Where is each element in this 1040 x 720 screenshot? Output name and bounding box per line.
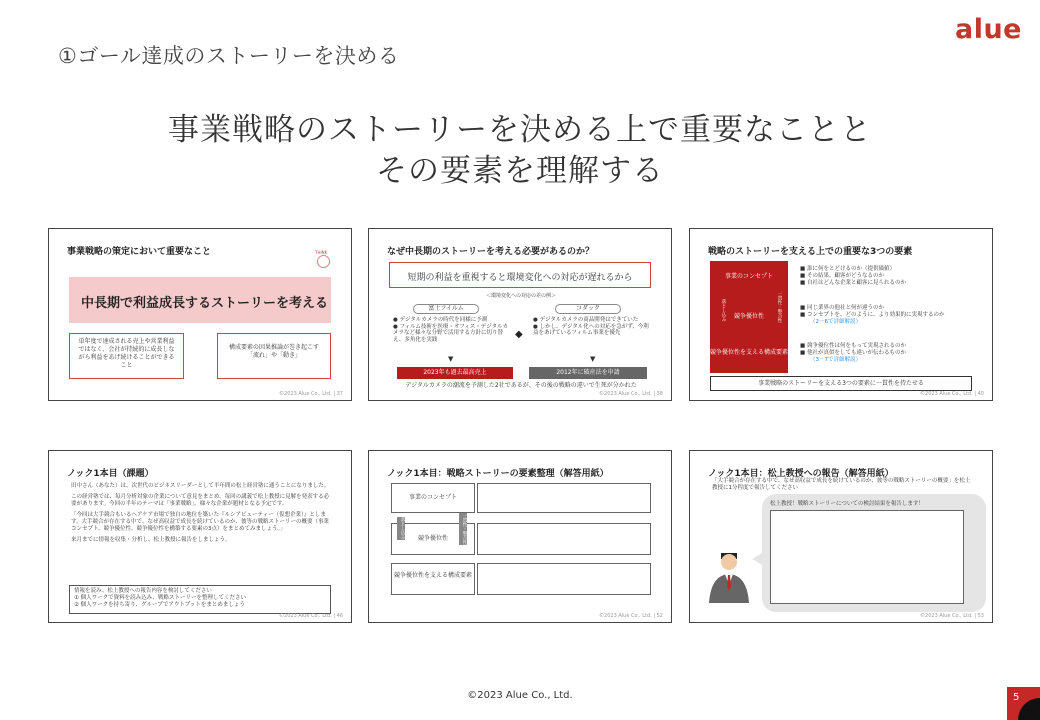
detail-link[interactable]: （3－7で詳細解説） <box>810 357 861 363</box>
instruction-line: ① 個人ワークで資料を読み込み、戦略ストーリーを整理してください <box>74 595 247 601</box>
slide-page: 38 <box>656 391 663 397</box>
key-reason: 短期の利益を重視すると環境変化への対応が遅れるから <box>389 262 651 288</box>
paragraph: 来月までに情報を収集・分析し、松上教授に報告をしましょう。 <box>71 537 231 543</box>
assignment-body <box>71 483 333 544</box>
slide-title: ノック1本目：松上教授への報告（解答用紙） <box>708 469 894 479</box>
down-arrow-icon: ▼ <box>448 355 454 363</box>
conclusion: デジタルカメラの潮流を予測した2社であるが、その後の戦略の違いで生死が分かれた <box>405 382 637 389</box>
headline-line-1: 事業戦略のストーリーを決める上で重要なことと <box>168 112 872 148</box>
element-advantage: 競争優位性 <box>391 523 475 555</box>
element-components: 競争優位性を支える構成要素 <box>710 349 789 356</box>
slide-thumbnail-52[interactable]: ノック1本目：戦略ストーリーの要素整理（解答用紙） 事業のコンセプト 競争優位性 競争優位性を支える構成要素 落とし込み 一貫性・整合性 ©2023 Alue Co., Ltd. | 52 <box>368 450 672 623</box>
slide-page: 40 <box>977 391 984 397</box>
slide-thumbnail-38[interactable]: なぜ中長期のストーリーを考える必要があるのか？ 短期の利益を重視すると環境変化への対応が遅れるから ＜環境変化への対応の差の例＞ 富士フイルム コダック ● デジタルカメラの時代を同様に予測 ● フィルム技術を医療・オフィス・デジタルカメラなど様々な分野で活用する方針に切り替え、多角化を実践 ● デジタルカメラの商品開発はできていた ● しかし、デジタル化への対応を急がず、今利益をあげているフィルム事業を優先 ◆ ▼ ▼ 2023年も過去最高売上 2012年に破産法を申請 デジタルカメラの潮流を予測した2社であるが、その後の戦略の違いで生死が分かれた ©2023 Alue Co., Ltd. | 38 <box>368 228 672 401</box>
slide-page: 53 <box>977 613 984 619</box>
report-prompt: 「大手競合が存在する中で、なぜ高収益で成長を続けているのか、彼等の戦略ストーリーの概要」を松上教授に1分程度で報告してください <box>712 478 971 491</box>
bubble-text: 松上教授！戦略ストーリーについての検討結果を報告します！ <box>770 501 924 507</box>
left-note: 単年度で達成される売上や営業利益ではなく、会社が持続的に成長しながら利益をあげ続けることができること <box>69 333 184 379</box>
list-item: ■ 自社はどんな企業と顧客に見られるのか <box>800 280 906 286</box>
element-advantage: 競争優位性 <box>733 313 764 320</box>
page-number: 5 <box>1013 692 1020 703</box>
right-note: 構成要素の因果推論が巻き起こす「流れ」や「動き」 <box>217 333 331 379</box>
list-item: ● しかし、デジタル化への対応を急がず、今利益をあげているフィルム事業を優先 <box>533 323 649 336</box>
brand-logo: alue <box>954 14 1022 45</box>
slide-copyright: ©2023 Alue Co., Ltd. <box>920 613 973 619</box>
list-item: ■ 誰に何をとどけるのか（提供価値） <box>800 266 895 272</box>
paragraph: 田中さん（あなた）は、次世代のビジネスリーダーとして半年間の松上経営塾に通うことになりました。 <box>71 483 330 489</box>
consistency-note: 事業戦略のストーリーを支える3つの要素に一貫性を持たせる <box>710 376 972 391</box>
slide-thumbnail-37[interactable]: 事業戦略の策定において重要なこと THINK 中長期で利益成長するストーリーを考える 単年度で達成される売上や営業利益ではなく、会社が持続的に成長しながら利益をあげ続けることができること 構成要素の因果推論が巻き起こす「流れ」や「動き」 ©2023 Alue Co., Ltd. | 37 <box>48 228 352 401</box>
kodak-result: 2012年に破産法を申請 <box>529 367 647 379</box>
slide-page: 46 <box>336 613 343 619</box>
section-title: ①ゴール達成のストーリーを決める <box>58 44 400 68</box>
down-arrow-icon: ▼ <box>590 355 596 363</box>
list-item: ■ 競争優位性は何をもって実現されるのか <box>800 343 906 349</box>
compare-arrow-icon: ◆ <box>515 329 523 340</box>
footer-copyright: ©2023 Alue Co., Ltd. <box>467 690 573 701</box>
slide-title: 戦略のストーリーを支える上での重要な3つの要素 <box>708 247 913 257</box>
fujifilm-result: 2023年も過去最高売上 <box>397 367 513 379</box>
instruction-box <box>69 585 331 614</box>
element-concept: 事業のコンセプト <box>391 483 475 513</box>
concept-points <box>800 266 985 287</box>
advantage-points <box>800 305 985 326</box>
slide-thumbnail-40[interactable]: 戦略のストーリーを支える上での重要な3つの要素 事業のコンセプト 競争優位性 競争優位性を支える構成要素 落とし込み 一貫性・整合性 ■ 誰に何をとどけるのか（提供価値） ■ その結果、顧客がどうなるのか ■ 自社はどんな企業と顧客に見られるのか ■ 同じ業界の他社と何が違うのか ■ コンセプトを、どのように、より効果的に実現するのか （2－6で詳細解説） ■ 競争優位性は何をもって実現されるのか ■ 他社が真似をしても違いが伝わるものか （3－7で詳細解説） 事業戦略のストーリーを支える3つの要素に一貫性を持たせる ©2023 Alue Co., Ltd. | 40 <box>689 228 993 401</box>
answer-field-concept[interactable] <box>477 483 651 513</box>
list-item: ■ その結果、顧客がどうなるのか <box>800 273 884 279</box>
slide-title: ノック1本目：戦略ストーリーの要素整理（解答用紙） <box>387 469 609 479</box>
element-concept: 事業のコンセプト <box>724 273 773 280</box>
corner-decoration <box>1018 698 1040 720</box>
instruction-line: ② 個人ワークを持ち寄り、グループでアウトプットをまとめましょう <box>74 602 245 608</box>
page-number-badge <box>1007 687 1040 720</box>
detail-link[interactable]: （2－6で詳細解説） <box>810 319 861 325</box>
arrow-up-label: 一貫性・整合性 <box>459 513 467 545</box>
report-answer-field[interactable] <box>770 510 964 604</box>
bubble-pointer <box>752 553 762 565</box>
slide-title: ノック1本目（課題） <box>67 469 154 479</box>
list-item: ● フィルム技術を医療・オフィス・デジタルカメラなど様々な分野で活用する方針に切り替え、多角化を実践 <box>393 323 508 343</box>
slide-copyright: ©2023 Alue Co., Ltd. <box>920 391 973 397</box>
answer-field-advantage[interactable] <box>477 523 651 555</box>
slide-copyright: ©2023 Alue Co., Ltd. <box>599 613 652 619</box>
component-points <box>800 343 985 364</box>
fujifilm-points <box>393 317 511 343</box>
arrow-down-label: 落とし込み <box>397 517 405 540</box>
slide-title: なぜ中長期のストーリーを考える必要があるのか？ <box>387 247 595 257</box>
slide-copyright: ©2023 Alue Co., Ltd. <box>279 613 332 619</box>
paragraph: 「今回は大手競合もいるヘアケア市場で独自の地位を築いた『ルシアビューティー（仮想企業）』とします。大手競合が存在する中で、なぜ高収益で成長を続けているのか、彼等の戦略ストーリーの概要（事業コンセプト、競争優位性、競争優位性を構築する要素の3点）をまとめてみましょう。」 <box>71 512 329 532</box>
slide-thumbnail-53[interactable]: ノック1本目：松上教授への報告（解答用紙） 「大手競合が存在する中で、なぜ高収益で成長を続けているのか、彼等の戦略ストーリーの概要」を松上教授に1分程度で報告してください 松上教授！戦略ストーリーについての検討結果を報告します！ ©2023 Alue Co., Ltd. | 53 <box>689 450 993 623</box>
arrow-up-label: 一貫性・整合性 <box>777 291 782 323</box>
instruction-line: 情報を読み、松上教授への報告内容を検討してください <box>74 588 212 594</box>
element-components: 競争優位性を支える構成要素 <box>391 563 475 595</box>
kodak-points <box>533 317 653 337</box>
slide-copyright: ©2023 Alue Co., Ltd. <box>279 391 332 397</box>
main-banner-text: 中長期で利益成長するストーリーを考える <box>81 296 329 311</box>
bulb-label: THINK <box>315 250 328 255</box>
slide-page: 37 <box>336 391 343 397</box>
bulb-icon <box>317 255 330 268</box>
example-caption: ＜環境変化への対応の差の例＞ <box>485 293 556 299</box>
presenter-avatar-icon <box>706 547 752 603</box>
fujifilm-label: 富士フイルム <box>413 304 479 314</box>
answer-field-components[interactable] <box>477 563 651 595</box>
list-item: ■ 他社が真似をしても違いが伝わるものか <box>800 350 906 356</box>
slide-copyright: ©2023 Alue Co., Ltd. <box>599 391 652 397</box>
slide-title: 事業戦略の策定において重要なこと <box>67 247 212 257</box>
list-item: ● デジタルカメラの時代を同様に予測 <box>393 317 488 323</box>
slide-thumbnail-46[interactable]: ノック1本目（課題） 田中さん（あなた）は、次世代のビジネスリーダーとして半年間の松上経営塾に通うことになりました。 この経営塾では、毎月分析対象の企業について意見をまとめ、毎回の講義で松上教授に見解を発表する必要があります。今回の半年のテーマは「事業戦略」。様々な企業が題材となる予定です。 「今回は大手競合もいるヘアケア市場で独自の地位を築いた『ルシアビューティー（仮想企業）』とします。大手競合が存在する中で、なぜ高収益で成長を続けているのか、彼等の戦略ストーリーの概要（事業コンセプト、競争優位性、競争優位性を構築する要素の3点）をまとめてみましょう。」 来月までに情報を収集・分析し、松上教授に報告をしましょう。 情報を読み、松上教授への報告内容を検討してください ① 個人ワークで資料を読み込み、戦略ストーリーを整理してください ② 個人ワークを持ち寄り、グループでアウトプットをまとめましょう ©2023 Alue Co., Ltd. | 46 <box>48 450 352 623</box>
list-item: ■ 同じ業界の他社と何が違うのか <box>800 305 884 311</box>
headline-line-2: その要素を理解する <box>376 153 664 189</box>
arrow-down-label: 落とし込み <box>721 299 726 322</box>
list-item: ■ コンセプトを、どのように、より効果的に実現するのか <box>800 312 945 318</box>
slide-page: 52 <box>656 613 663 619</box>
kodak-label: コダック <box>555 304 621 314</box>
list-item: ● デジタルカメラの商品開発はできていた <box>533 317 639 323</box>
paragraph: この経営塾では、毎月分析対象の企業について意見をまとめ、毎回の講義で松上教授に見解を発表する必要があります。今回の半年のテーマは「事業戦略」。様々な企業が題材となる予定です。 <box>71 494 330 507</box>
